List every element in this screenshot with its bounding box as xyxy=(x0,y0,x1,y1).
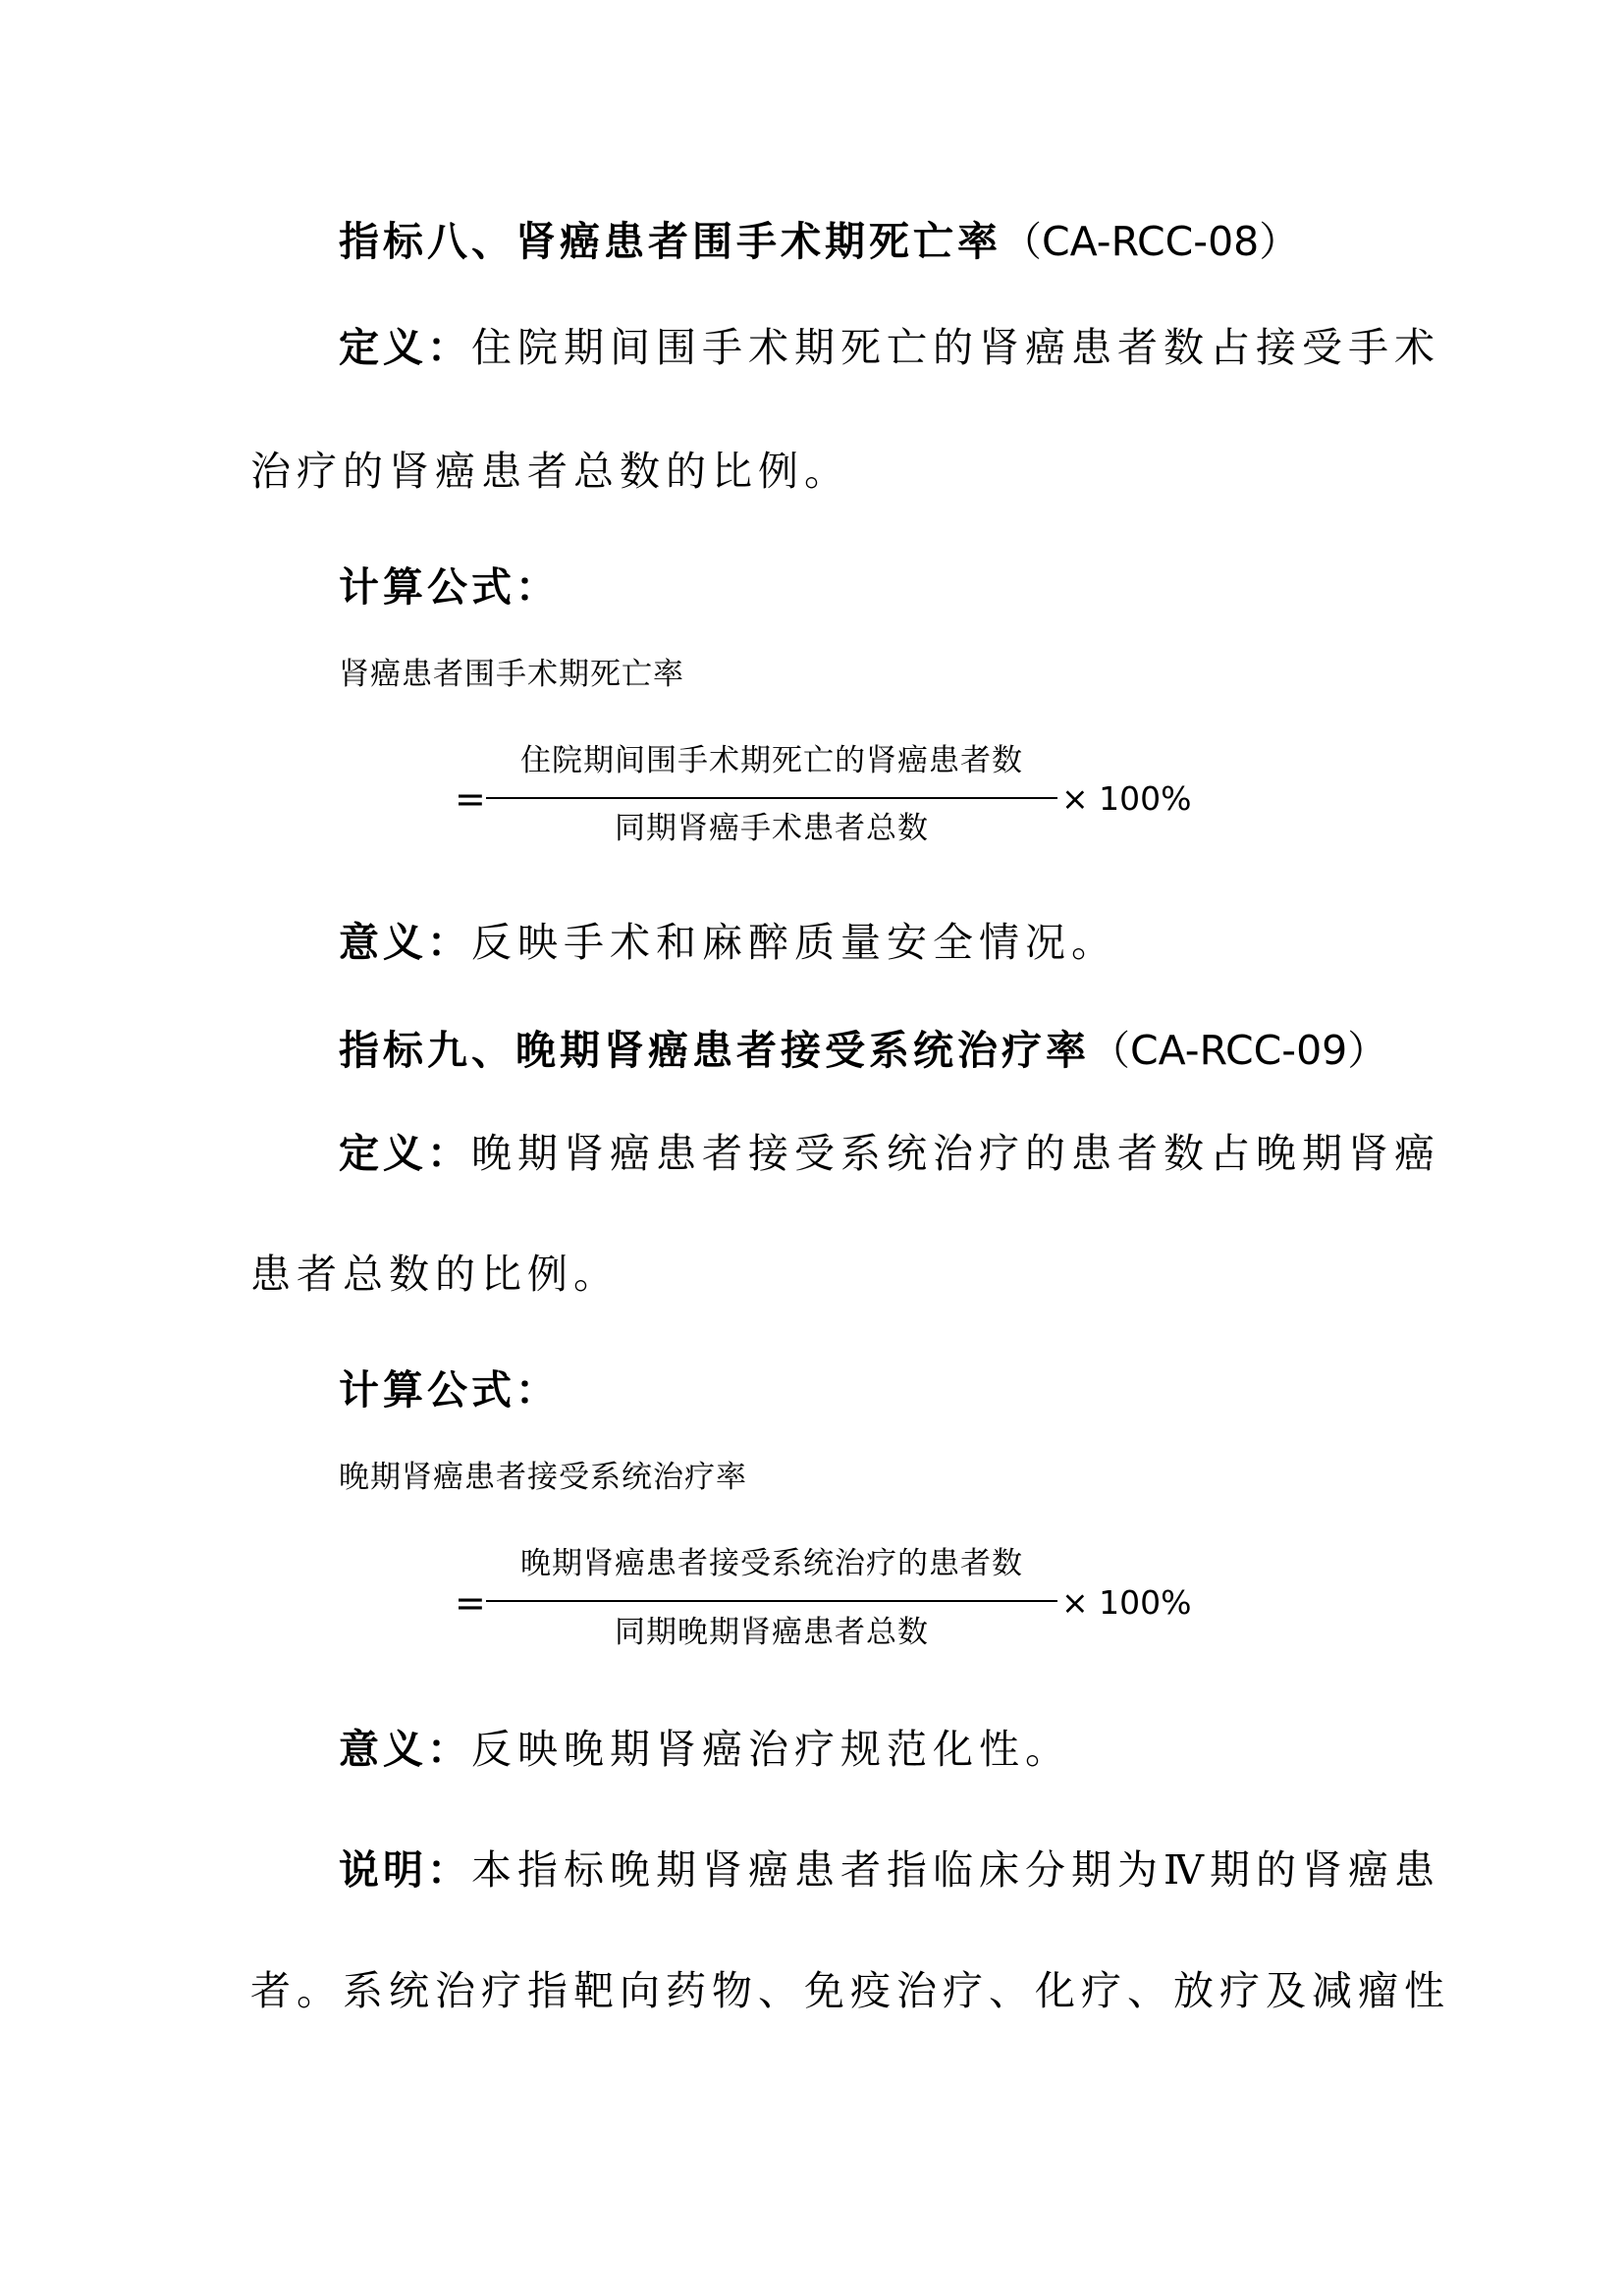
indicator-9-title-text: 指标九、晚期肾癌患者接受系统治疗率 xyxy=(339,1027,1090,1074)
indicator-9-formula-denominator: 同期晚期肾癌患者总数 xyxy=(615,1615,929,1650)
indicator-9-meaning-text: 反映晚期肾癌治疗规范化性。 xyxy=(471,1726,1071,1773)
indicator-8-title-text: 指标八、肾癌患者围手术期死亡率 xyxy=(339,218,1001,265)
indicator-8-definition-text: 住院期间围手术期死亡的肾癌患者数占接受手术 xyxy=(471,324,1440,371)
indicator-8-formula-label: 计算公式： xyxy=(339,563,560,611)
indicator-8-formula-denominator: 同期肾癌手术患者总数 xyxy=(615,811,929,846)
indicator-9-formula-multiplier: × 100% xyxy=(1061,1583,1192,1622)
indicator-9-note-text: 本指标晚期肾癌患者指临床分期为Ⅳ期的肾癌患 xyxy=(471,1846,1440,1894)
indicator-9-definition-text: 晚期肾癌患者接受系统治疗的患者数占晚期肾癌 xyxy=(471,1130,1440,1177)
indicator-8-definition xyxy=(339,324,1440,371)
indicator-9-formula-fraction-bar xyxy=(486,1600,1057,1602)
indicator-8-formula-multiplier: × 100% xyxy=(1061,779,1192,818)
indicator-8-formula-numerator: 住院期间围手术期死亡的肾癌患者数 xyxy=(520,743,1023,778)
indicator-8-definition-continued: 治疗的肾癌患者总数的比例。 xyxy=(250,448,850,495)
indicator-9-meaning xyxy=(339,1726,1071,1773)
indicator-9-note xyxy=(339,1846,1440,1894)
indicator-9-formula-name: 晚期肾癌患者接受系统治疗率 xyxy=(339,1460,747,1495)
indicator-8-meaning-text: 反映手术和麻醉质量安全情况。 xyxy=(471,919,1117,966)
indicator-9-definition xyxy=(339,1130,1440,1177)
indicator-9-formula-numerator: 晚期肾癌患者接受系统治疗的患者数 xyxy=(520,1546,1023,1581)
indicator-9-definition-label: 定义： xyxy=(339,1130,471,1177)
indicator-9-formula-equals: = xyxy=(455,1581,486,1625)
indicator-8-title xyxy=(339,218,1300,265)
indicator-9-code: （CA-RCC-09） xyxy=(1090,1027,1388,1074)
indicator-9-formula-label: 计算公式： xyxy=(339,1366,560,1414)
indicator-8-definition-label: 定义： xyxy=(339,324,471,371)
indicator-8-code: （CA-RCC-08） xyxy=(1001,218,1300,265)
indicator-9-title xyxy=(339,1027,1388,1074)
indicator-9-note-continued: 者。系统治疗指靶向药物、免疫治疗、化疗、放疗及减瘤性 xyxy=(250,1967,1450,2014)
indicator-8-formula-equals: = xyxy=(455,777,486,821)
indicator-9-definition-continued: 患者总数的比例。 xyxy=(250,1251,620,1298)
indicator-8-meaning-label: 意义： xyxy=(339,919,471,966)
indicator-8-formula-name: 肾癌患者围手术期死亡率 xyxy=(339,657,684,692)
indicator-9-meaning-label: 意义： xyxy=(339,1726,471,1773)
indicator-8-formula-fraction-bar xyxy=(486,797,1057,799)
indicator-8-meaning xyxy=(339,919,1117,966)
indicator-9-note-label: 说明： xyxy=(339,1846,471,1894)
